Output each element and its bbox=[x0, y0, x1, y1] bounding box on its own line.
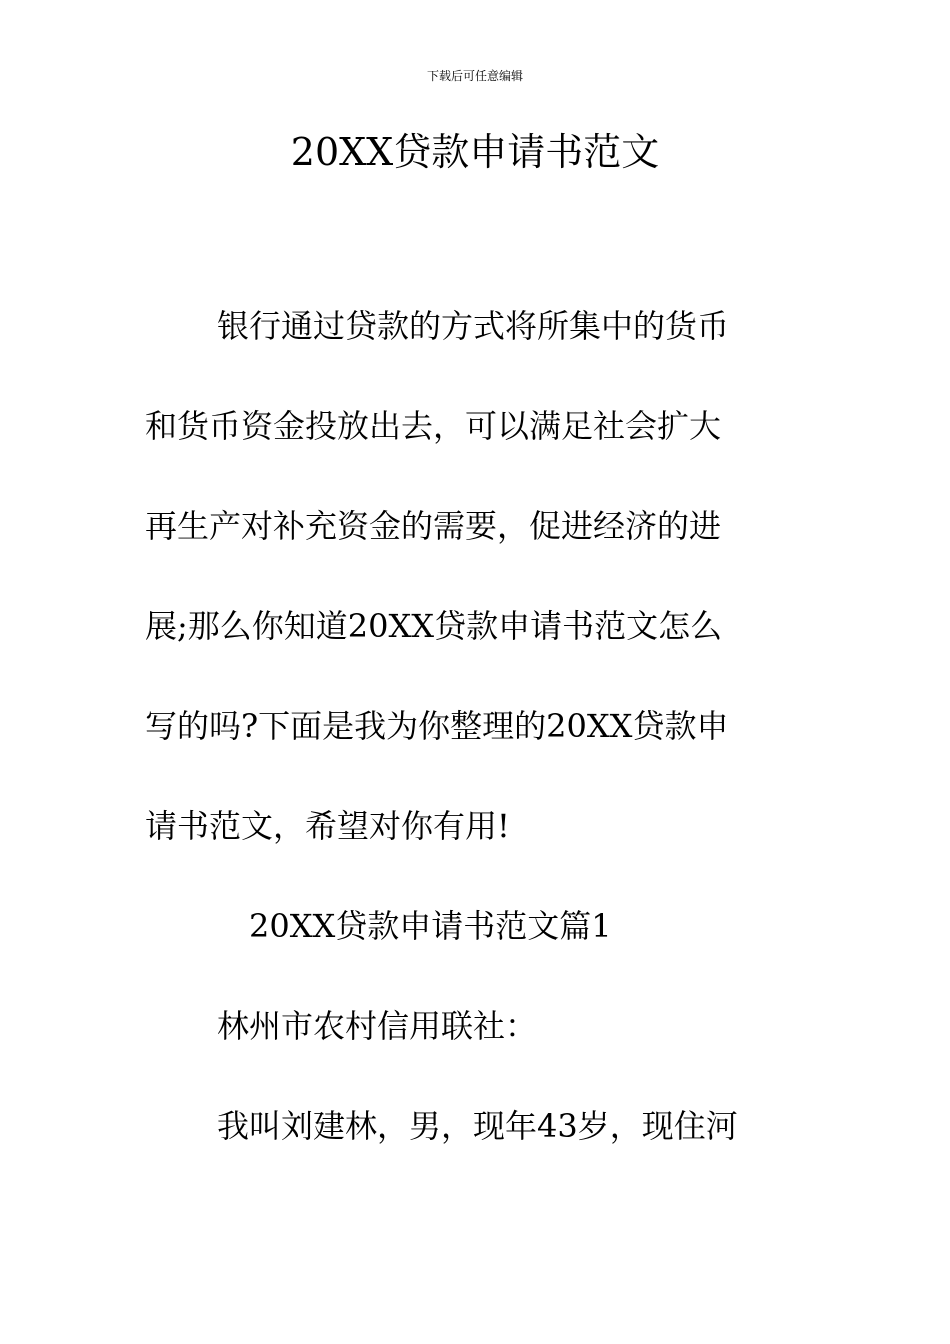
letter-body-line: 我叫刘建林，男，现年43岁，现住河 bbox=[217, 1107, 738, 1145]
section-heading: 20XX贷款申请书范文篇1 bbox=[249, 907, 612, 945]
letter-salutation: 林州市农村信用联社： bbox=[217, 1007, 538, 1045]
intro-line: 展;那么你知道20XX贷款申请书范文怎么 bbox=[145, 607, 723, 645]
header-note: 下载后可任意编辑 bbox=[426, 69, 523, 83]
intro-line: 写的吗?下面是我为你整理的20XX贷款申 bbox=[145, 707, 729, 745]
intro-paragraph bbox=[145, 276, 805, 876]
intro-line: 请书范文，希望对你有用! bbox=[145, 807, 510, 845]
intro-line: 银行通过贷款的方式将所集中的货币 bbox=[217, 307, 730, 345]
intro-line: 和货币资金投放出去，可以满足社会扩大 bbox=[145, 407, 722, 445]
document-title: 20XX贷款申请书范文 bbox=[290, 130, 660, 174]
intro-line: 再生产对补充资金的需要，促进经济的进 bbox=[145, 507, 722, 545]
